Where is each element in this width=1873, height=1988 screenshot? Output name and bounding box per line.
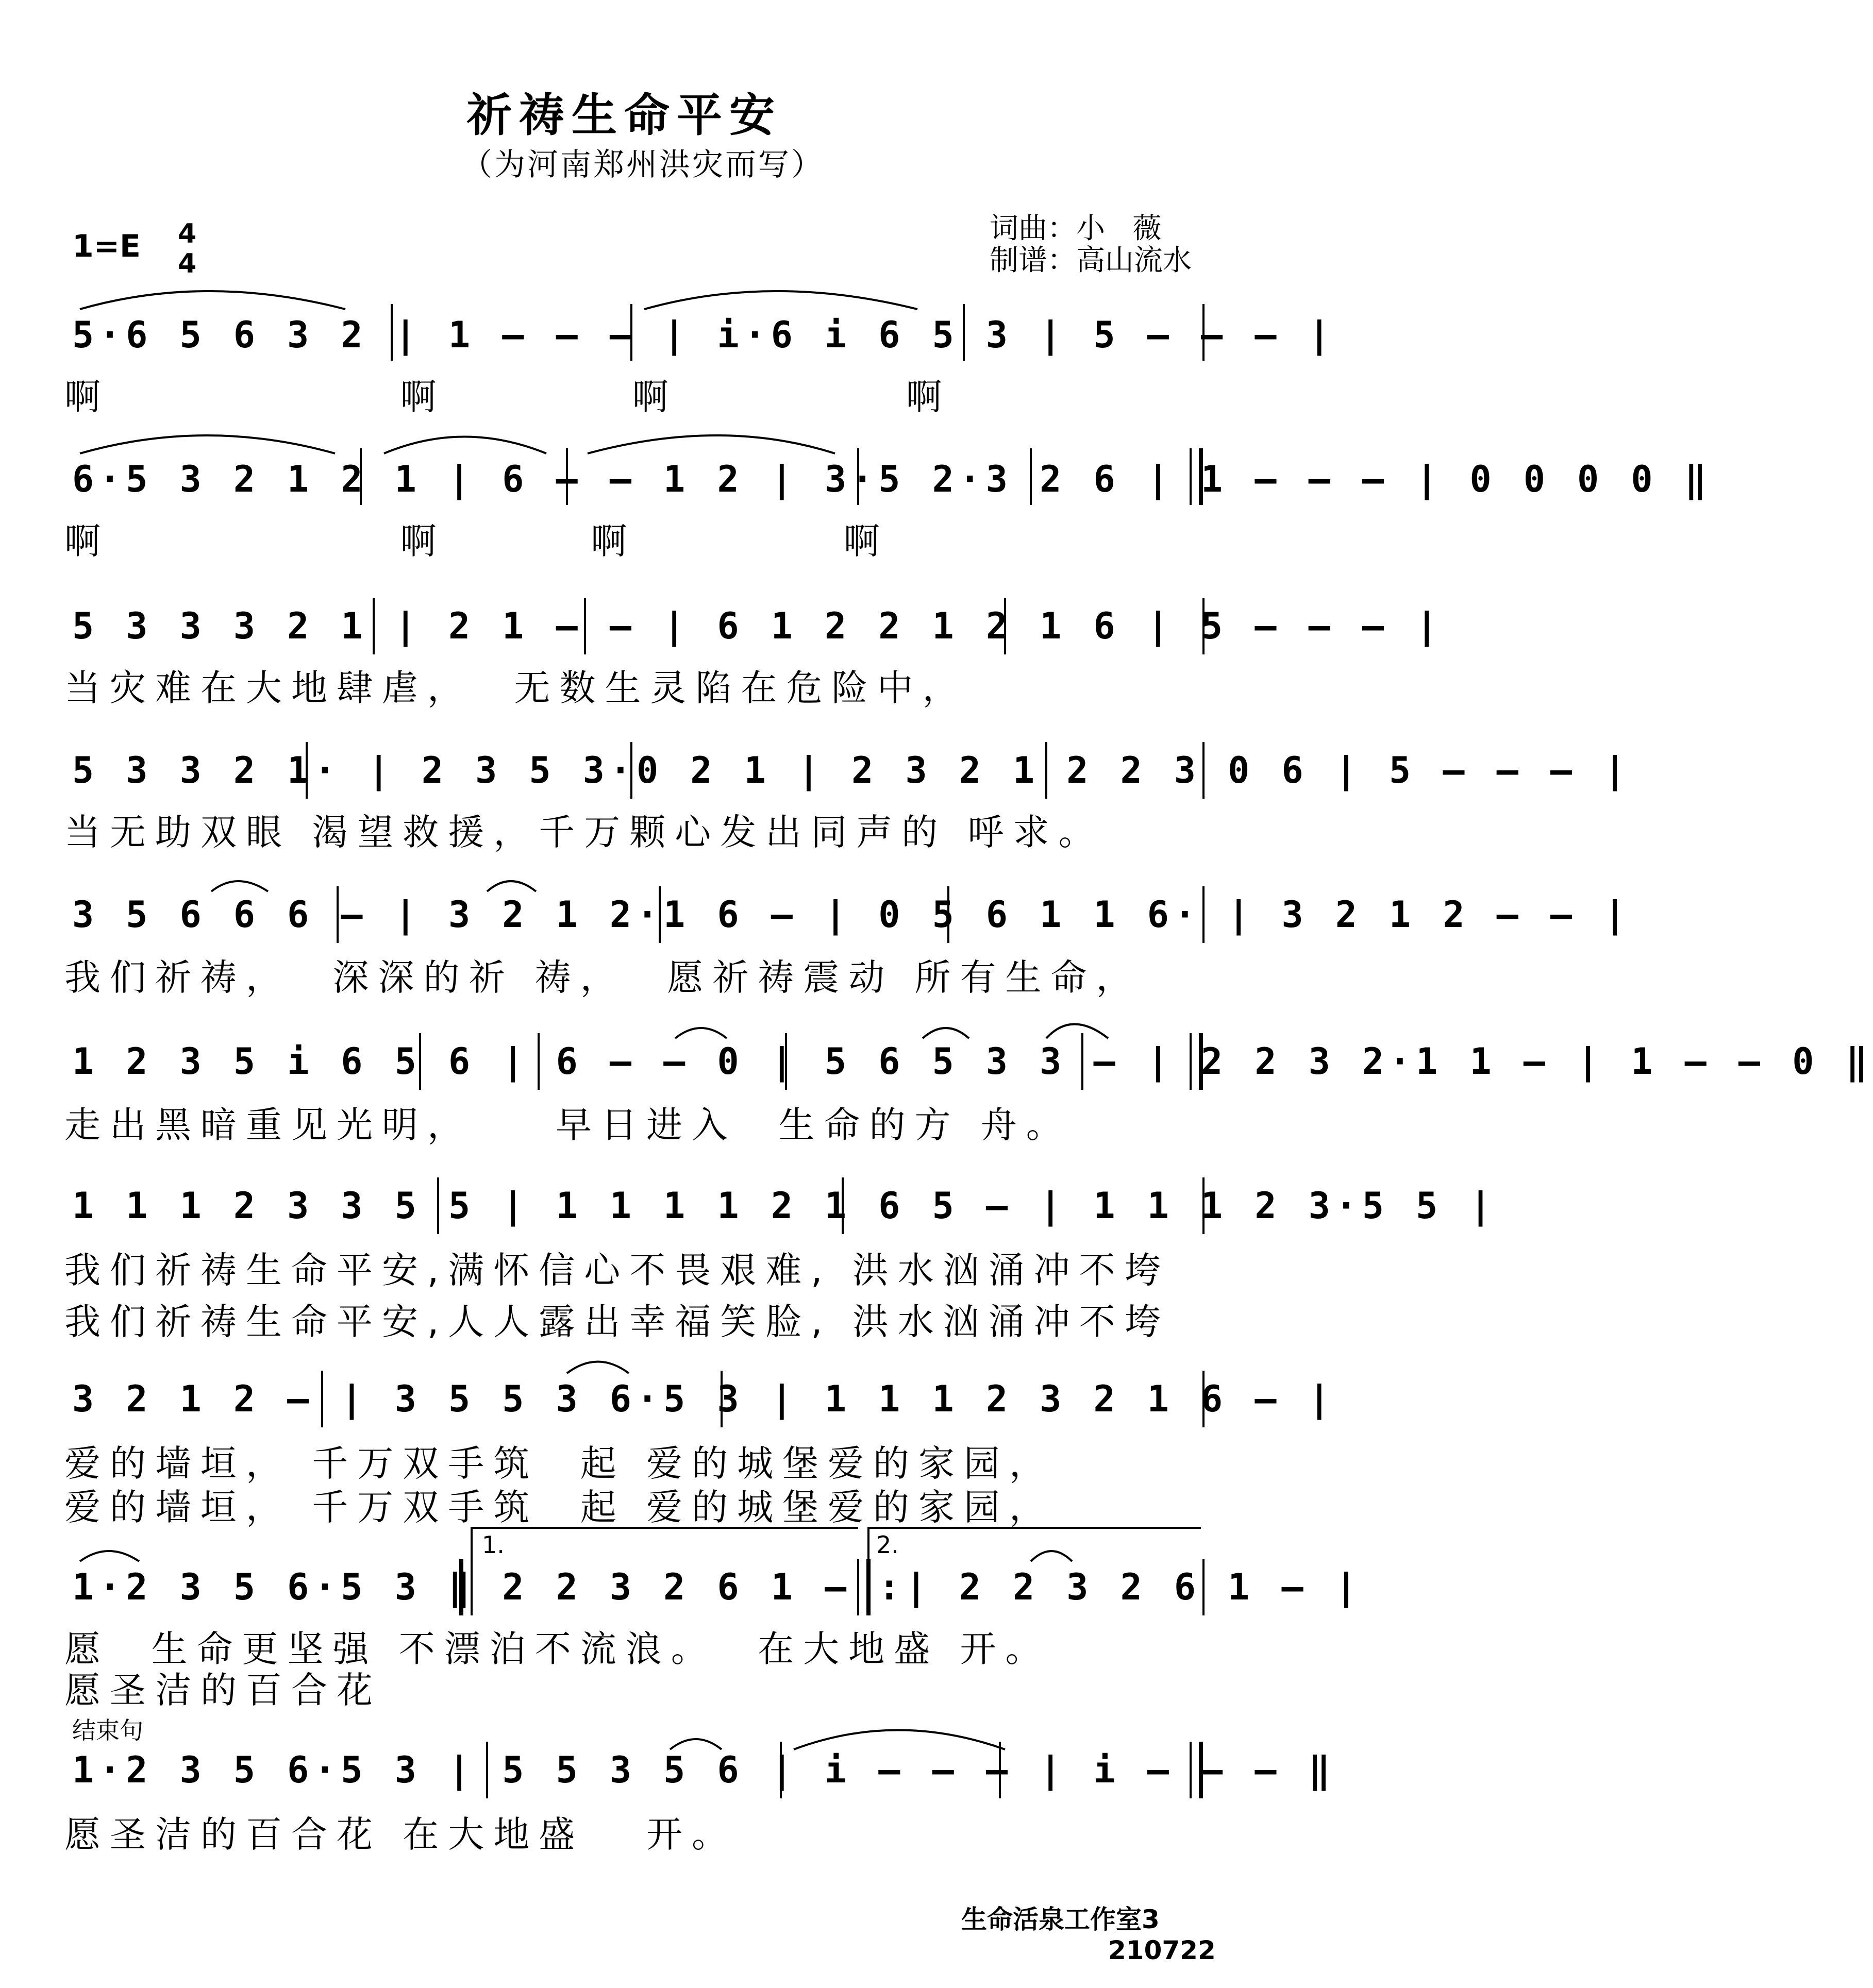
lyric-line-8a: 爱的墙垣， 千万双手筑 起 爱的城堡爱的家园，	[64, 1442, 1055, 1485]
page-title: 祈祷生命平安	[466, 89, 782, 142]
date-code: 210722	[1108, 1935, 1216, 1965]
time-signature-bottom: 4	[178, 248, 197, 279]
score-line-10: 1·2 3 5 6·5 3 | 5 5 3 5 6 | i – – – | i – – – ‖	[72, 1749, 1335, 1791]
time-signature-top: 4	[178, 218, 197, 249]
lyric-line-9b: 愿圣洁的百合花	[64, 1669, 382, 1711]
page-subtitle: （为河南郑州洪灾而写）	[461, 147, 824, 183]
lyric-line-1: 啊 啊 啊 啊	[64, 376, 951, 418]
lyric-line-6: 走出黑暗重见光明， 早日进入 生命的方 舟。	[64, 1104, 1072, 1146]
studio-credit: 生命活泉工作室3	[961, 1905, 1160, 1934]
score-line-5: 3 5 6 6 6 – | 3 2 1 2·1 6 – | 0 5 6 1 1 6· | 3 2 1 2 – – |	[72, 894, 1631, 936]
score-line-1: 5·6 5 6 3 2 | 1 – – – | i·6 i 6 5 3 | 5 – – – |	[72, 314, 1335, 356]
lyric-line-10: 愿圣洁的百合花 在大地盛 开。	[64, 1813, 738, 1856]
lyric-line-9a: 愿 生命更坚强 不漂泊不流浪。 在大地盛 开。	[64, 1628, 1051, 1670]
lyric-line-5: 我们祈祷， 深深的祈 祷， 愿祈祷震动 所有生命，	[64, 956, 1142, 999]
credit-words-music: 词曲：小 薇	[990, 212, 1162, 245]
score-line-7: 1 1 1 2 3 3 5 5 | 1 1 1 1 2 1 6 5 – | 1 1 1 2 3·5 5 |	[72, 1185, 1497, 1227]
lyric-line-7b: 我们祈祷生命平安,人人露出幸福笑脸, 洪水汹涌冲不垮	[64, 1301, 1170, 1343]
ending-label: 结束句	[72, 1716, 143, 1744]
score-line-3: 5 3 3 3 2 1 | 2 1 – – | 6 1 2 2 1 2 1 6 | 5 – – – |	[72, 605, 1443, 647]
score-line-6: 1 2 3 5 i 6 5 6 | 6 – – 0 | 5 6 5 3 3 – | 2 2 3 2·1 1 – | 1 – – 0 ‖	[72, 1040, 1873, 1083]
key-signature: 1=E	[72, 228, 141, 264]
score-line-9: 1·2 3 5 6·5 3 ‖ 2 2 3 2 6 1 – :| 2 2 3 2 6 1 – |	[72, 1566, 1362, 1608]
score-line-8: 3 2 1 2 – | 3 5 5 3 6·5 3 | 1 1 1 2 3 2 1 6 – |	[72, 1378, 1335, 1420]
lyric-line-3: 当灾难在大地肆虐， 无数生灵陷在危险中，	[64, 667, 968, 709]
lyric-line-4: 当无助双眼 渴望救援，千万颗心发出同声的 呼求。	[64, 811, 1104, 853]
lyric-line-2: 啊 啊 啊 啊	[64, 520, 889, 562]
score-line-4: 5 3 3 2 1· | 2 3 5 3·0 2 1 | 2 3 2 1 2 2 3 0 6 | 5 – – – |	[72, 749, 1631, 791]
volta-2-label: 2.	[876, 1531, 899, 1559]
lyric-line-8b: 爱的墙垣， 千万双手筑 起 爱的城堡爱的家园，	[64, 1486, 1055, 1528]
volta-1-label: 1.	[482, 1531, 505, 1559]
credit-score: 制谱：高山流水	[990, 244, 1192, 277]
score-line-2: 6·5 3 2 1 2 1 | 6 – – 1 2 | 3·5 2·3 2 6 | 1 – – – | 0 0 0 0 ‖	[72, 458, 1712, 500]
lyric-line-7a: 我们祈祷生命平安,满怀信心不畏艰难, 洪水汹涌冲不垮	[64, 1249, 1170, 1291]
